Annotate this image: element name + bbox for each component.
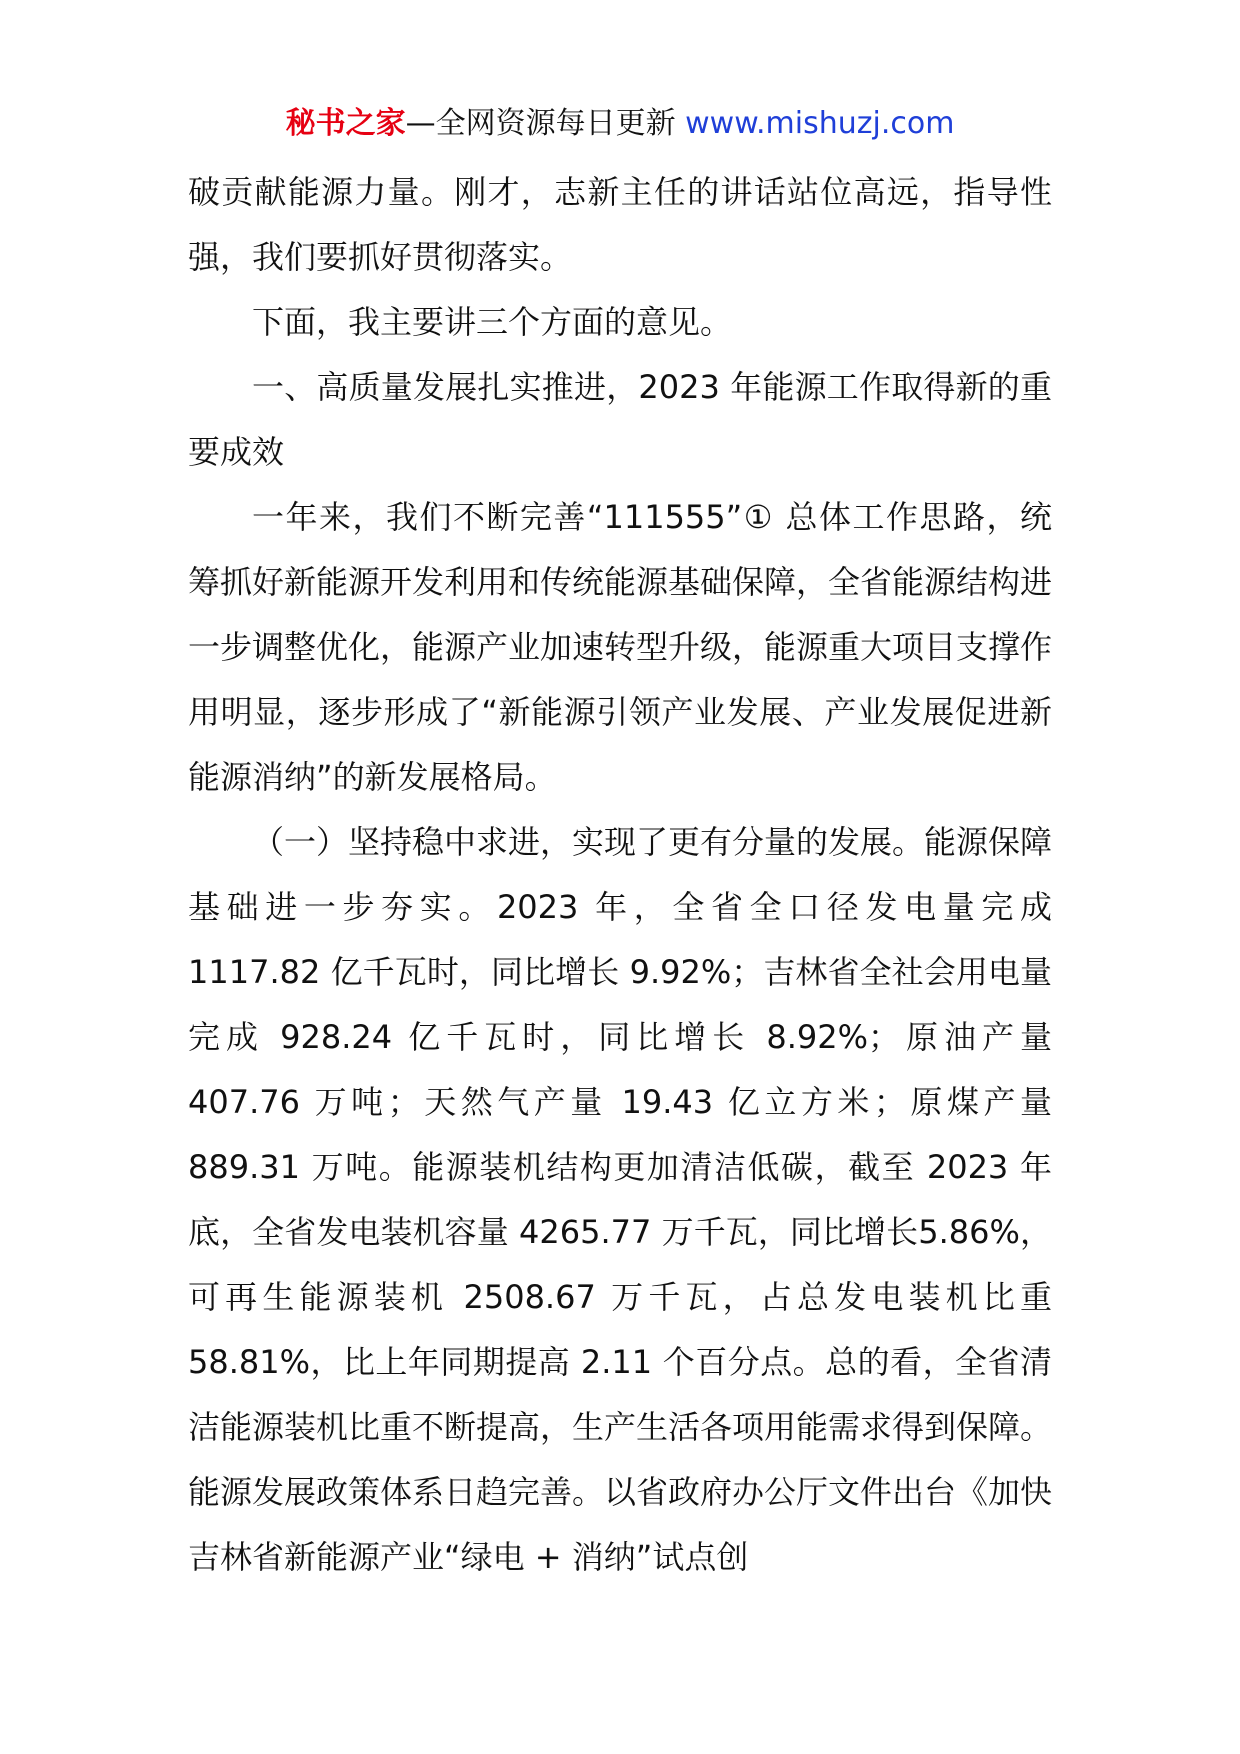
paragraph-intro: 下面，我主要讲三个方面的意见。 [252, 303, 733, 341]
site-url: www.mishuzj.com [685, 106, 955, 141]
brand-name: 秘书之家 [285, 106, 406, 141]
document-body [188, 160, 1052, 1590]
paragraph-continuation: 破贡献能源力量。刚才，志新主任的讲话站位高远，指导性强，我们要抓好贯彻落实。 [188, 173, 1052, 276]
paragraph-subsection-one: （一）坚持稳中求进，实现了更有分量的发展。能源保障基础进一步夯实。2023 年，全省全口径发电量完成 1117.82 亿千瓦时，同比增长 9.92%；吉林省全社会用电量完成 928.24 亿千瓦时，同比增长 8.92%；原油产量407.76 万吨；天然气产量 19.43 亿立方米；原煤产量889.31 万吨。能源装机结构更加清洁低碳，截至 2023 年底，全省发电装机容量 4265.77 万千瓦，同比增长5.86%，可再生能源装机 2508.67 万千瓦，占总发电装机比重 58.81%，比上年同期提高 2.11 个百分点。总的看，全省清洁能源装机比重不断提高，生产生活各项用能需求得到保障。能源发展政策体系日趋完善。以省政府办公厅文件出台《加快吉林省新能源产业“绿电 + 消纳”试点创 [188, 823, 1053, 1576]
section-heading: 一、高质量发展扎实推进，2023 年能源工作取得新的重要成效 [188, 368, 1052, 471]
header-tagline: —全网资源每日更新 [405, 106, 686, 141]
watermark-header [0, 100, 1240, 148]
paragraph-summary: 一年来，我们不断完善“111555”① 总体工作思路，统筹抓好新能源开发利用和传统能源基础保障，全省能源结构进一步调整优化，能源产业加速转型升级，能源重大项目支撑作用明显，逐步形成了“新能源引领产业发展、产业发展促进新能源消纳”的新发展格局。 [188, 498, 1053, 796]
